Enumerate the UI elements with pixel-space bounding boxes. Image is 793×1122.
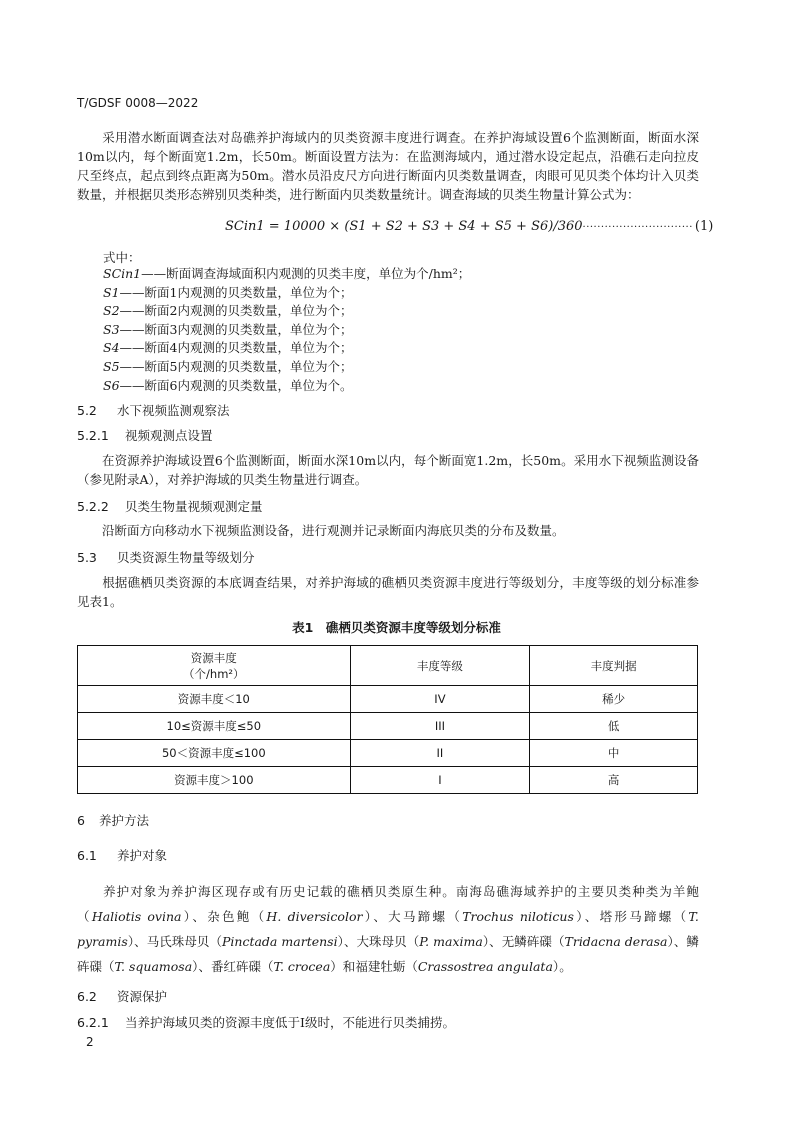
species-latin-name: T. squamosa bbox=[114, 959, 193, 974]
definition-text: ——断面1内观测的贝类数量，单位为个； bbox=[119, 284, 353, 300]
species-separator: 、 bbox=[489, 934, 502, 949]
species-separator: 、 bbox=[192, 909, 208, 924]
table-cell: 稀少 bbox=[530, 686, 698, 713]
clause-text: 当养护海域贝类的资源丰度低于I级时，不能进行贝类捕捞。 bbox=[125, 1015, 455, 1030]
paragraph-6-1: 养护对象为养护海区现存或有历史记载的礁栖贝类原生种。南海岛礁海域养护的主要贝类种类为羊鲍（Haliotis ovina）、杂色鲍（H. diversicolor）、大马蹄螺（Trochus niloticus）、塔形马蹄螺（T. pyramis）、马氏珠母贝（Pinctada martensi）、大珠母贝（P. maxima）、无鳞砗磲（Tridacna derasa）、鳞砗磲（T. squamosa）、番红砗磲（T. crocea）和福建牡蛎（Crassostrea angulata）。 bbox=[77, 884, 699, 974]
paragraph-5-2-2: 沿断面方向移动水下视频监测设备，进行观测并记录断面内海底贝类的分布及数量。 bbox=[102, 523, 565, 538]
page-number: 2 bbox=[86, 1035, 94, 1049]
table-cell: 中 bbox=[530, 740, 698, 767]
formula bbox=[225, 219, 713, 234]
species-latin-name: Haliotis ovina bbox=[91, 909, 182, 924]
species-latin-name: Pinctada martensi bbox=[222, 934, 338, 949]
paragraph-5-3: 根据礁栖贝类资源的本底调查结果，对养护海域的礁栖贝类资源丰度进行等级划分，丰度等级的划分标准参见表1。 bbox=[77, 575, 699, 609]
species-cn-name: 大马蹄螺 bbox=[388, 909, 448, 924]
section-title: 贝类资源生物量等级划分 bbox=[117, 550, 255, 565]
table-caption: 表1 礁栖贝类资源丰度等级划分标准 bbox=[292, 620, 501, 635]
species-cn-name: 杂色鲍 bbox=[207, 909, 252, 924]
species-cn-name: 羊鲍 bbox=[672, 884, 699, 899]
section-6-heading bbox=[77, 811, 149, 829]
clause-6-2-1 bbox=[77, 1013, 455, 1031]
section-5-2-heading bbox=[77, 401, 230, 419]
table-cell: III bbox=[350, 713, 530, 740]
definition-text: ——断面调查海域面积内观测的贝类丰度，单位为个/hm²； bbox=[141, 266, 471, 281]
intro-paragraph: 采用潜水断面调查法对岛礁养护海域内的贝类资源丰度进行调查。在养护海域设置6个监测断面，断面水深10m以内，每个断面宽1.2m，长50m。断面设置方法为：在监测海域内，通过潜水设定起点，沿礁石走向拉皮尺至终点，起点到终点距离为50m。潜水员沿皮尺方向进行断面内贝类数量调查，肉眼可见贝类个体均计入贝类数量，并根据贝类形态辨别贝类种类，进行断面内贝类数量统计。调查海域的贝类生物量计算公式为： bbox=[77, 130, 699, 202]
definitions-list bbox=[103, 265, 470, 395]
species-latin-name: T. crocea bbox=[273, 959, 331, 974]
species-cn-name: 无鳞砗磲 bbox=[501, 934, 552, 949]
section-6-2-heading bbox=[77, 987, 167, 1005]
section-5-2-1-heading bbox=[77, 426, 213, 444]
section-number: 6.2 bbox=[77, 989, 97, 1004]
species-cn-name: 番红砗磲 bbox=[210, 959, 261, 974]
section-number: 6.1 bbox=[77, 848, 97, 863]
section-5-3-heading bbox=[77, 548, 255, 566]
species-separator: 、 bbox=[134, 934, 147, 949]
species-separator: 、 bbox=[343, 934, 357, 949]
where-label: 式中： bbox=[103, 250, 141, 265]
section-number: 6 bbox=[77, 813, 85, 828]
section-title: 养护对象 bbox=[117, 848, 168, 863]
species-cn-name: 塔形马蹄螺 bbox=[599, 909, 674, 924]
definition-symbol: S1 bbox=[103, 284, 120, 300]
table-cell: I bbox=[350, 767, 530, 794]
species-separator: 、 bbox=[373, 909, 389, 924]
table-cell: 资源丰度＜10 bbox=[78, 686, 351, 713]
section-5-2-2-heading bbox=[77, 497, 263, 515]
document-code: T/GDSF 0008—2022 bbox=[77, 96, 199, 110]
table-row bbox=[78, 686, 698, 713]
species-cn-name: 马氏珠母贝 bbox=[146, 934, 210, 949]
table-cell: 资源丰度＞100 bbox=[78, 767, 351, 794]
species-separator: 、 bbox=[673, 934, 687, 949]
definition-item bbox=[103, 377, 470, 396]
section-number: 5.2 bbox=[77, 403, 97, 418]
definition-text: ——断面2内观测的贝类数量，单位为个； bbox=[119, 303, 353, 319]
table-header-criterion: 丰度判据 bbox=[530, 646, 698, 686]
section-title: 养护方法 bbox=[99, 813, 150, 828]
species-separator: 和 bbox=[342, 959, 356, 974]
abundance-grade-table bbox=[77, 645, 698, 794]
table-cell: 10≤资源丰度≤50 bbox=[78, 713, 351, 740]
species-separator: 、 bbox=[584, 909, 600, 924]
species-latin-name: Crassostrea angulata bbox=[417, 959, 553, 974]
table-cell: 高 bbox=[530, 767, 698, 794]
species-latin-name: Tridacna derasa bbox=[564, 934, 668, 949]
species-latin-name: Trochus niloticus bbox=[462, 909, 574, 924]
definition-item bbox=[103, 302, 470, 321]
species-cn-name: 大珠母贝 bbox=[356, 934, 407, 949]
species-latin-name: T. pyramis bbox=[77, 909, 699, 949]
species-separator: 。 bbox=[559, 959, 572, 974]
definition-item bbox=[103, 358, 470, 377]
definition-symbol: SCin1 bbox=[103, 266, 142, 281]
section-number: 5.2.1 bbox=[77, 428, 109, 443]
definition-item bbox=[103, 284, 470, 303]
section-title: 资源保护 bbox=[117, 989, 168, 1004]
definition-symbol: S6 bbox=[103, 377, 120, 393]
species-cn-name: 鳞砗磲 bbox=[77, 934, 699, 974]
definition-text: ——断面3内观测的贝类数量，单位为个； bbox=[119, 321, 353, 337]
species-separator: 、 bbox=[198, 959, 211, 974]
section-number: 5.2.2 bbox=[77, 499, 109, 514]
definition-item bbox=[103, 265, 470, 284]
table-cell: II bbox=[350, 740, 530, 767]
section-number: 5.3 bbox=[77, 550, 97, 565]
definition-text: ——断面5内观测的贝类数量，单位为个； bbox=[119, 358, 353, 374]
section-number: 6.2.1 bbox=[77, 1015, 109, 1030]
definition-symbol: S5 bbox=[103, 358, 120, 374]
species-latin-name: P. maxima bbox=[419, 934, 483, 949]
definition-symbol: S4 bbox=[103, 340, 120, 356]
definition-text: ——断面6内观测的贝类数量，单位为个。 bbox=[119, 377, 353, 393]
section-6-1-heading bbox=[77, 846, 167, 864]
definition-text: ——断面4内观测的贝类数量，单位为个； bbox=[119, 340, 353, 356]
section-title: 水下视频监测观察法 bbox=[117, 403, 230, 418]
table-cell: 50＜资源丰度≤100 bbox=[78, 740, 351, 767]
formula-expression: SCin1 = 10000 × (S1 + S2 + S3 + S4 + S5 + S6)/360 bbox=[225, 219, 583, 234]
table-header-abundance: 资源丰度 （个/hm²） bbox=[78, 646, 351, 686]
definition-symbol: S3 bbox=[103, 321, 120, 337]
table-row bbox=[78, 713, 698, 740]
section-title: 贝类生物量视频观测定量 bbox=[125, 499, 263, 514]
formula-dots: ······························ bbox=[582, 222, 693, 233]
paragraph-5-2-1: 在资源养护海域设置6个监测断面，断面水深10m以内，每个断面宽1.2m，长50m。采用水下视频监测设备（参见附录A），对养护海域的贝类生物量进行调查。 bbox=[77, 453, 699, 487]
table-row bbox=[78, 740, 698, 767]
section-title: 视频观测点设置 bbox=[125, 428, 213, 443]
table-header-grade: 丰度等级 bbox=[350, 646, 530, 686]
table-cell: 低 bbox=[530, 713, 698, 740]
table-cell: IV bbox=[350, 686, 530, 713]
formula-number: (1) bbox=[694, 219, 714, 234]
definition-item bbox=[103, 339, 470, 358]
definition-item bbox=[103, 321, 470, 340]
table-row bbox=[78, 767, 698, 794]
species-latin-name: H. diversicolor bbox=[266, 909, 363, 924]
definition-symbol: S2 bbox=[103, 303, 120, 319]
species-cn-name: 福建牡蛎 bbox=[355, 959, 406, 974]
